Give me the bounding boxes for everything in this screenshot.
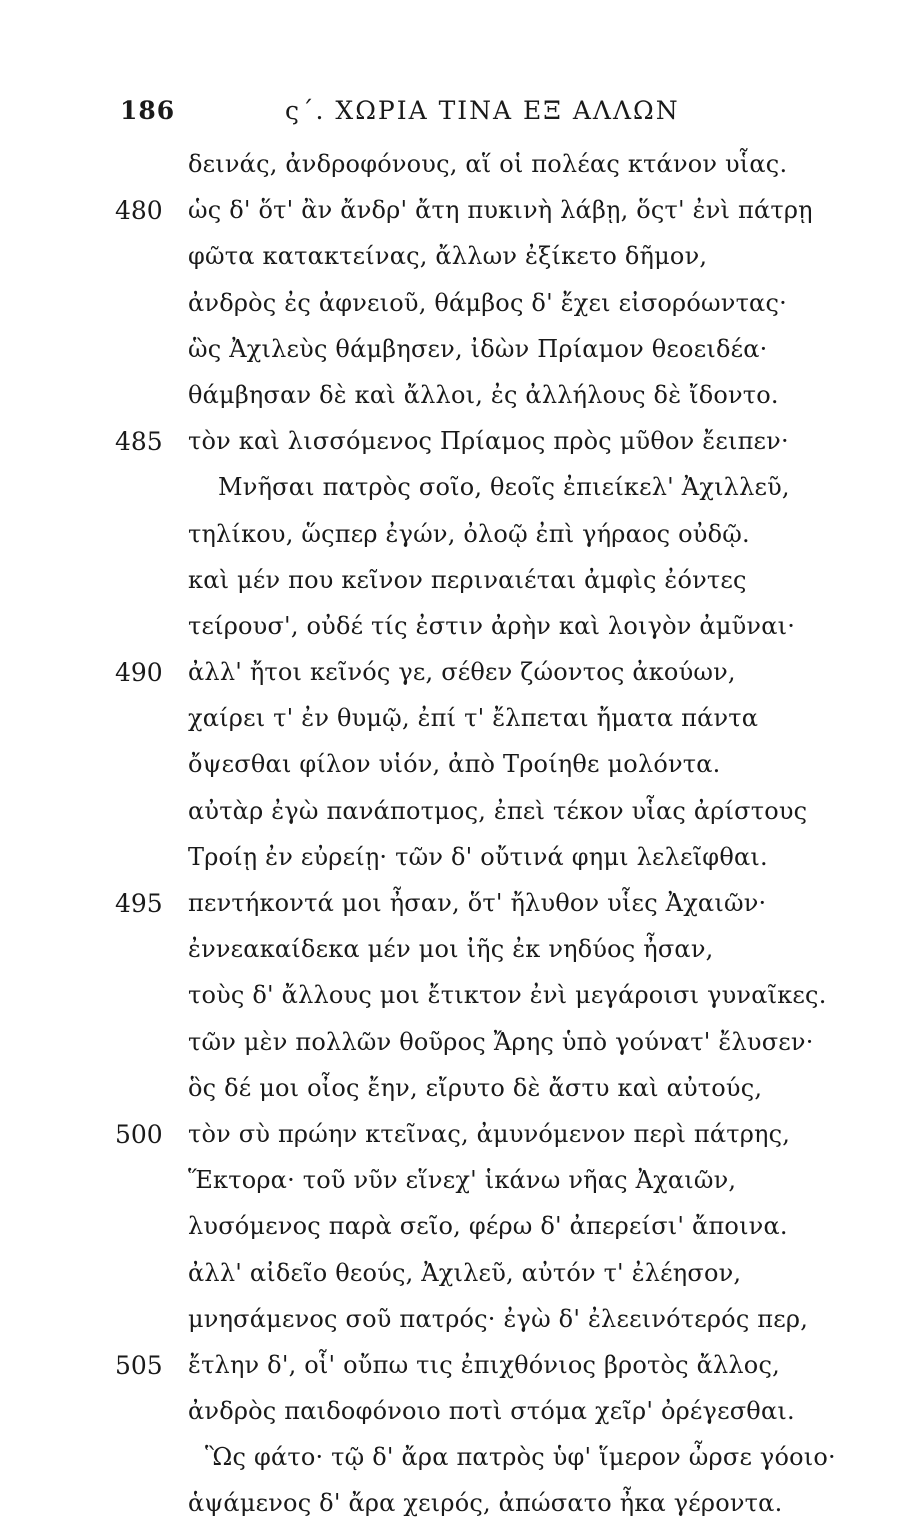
verse-text: ἔτλην δ', οἷ' οὔπω τις ἐπιχθόνιος βροτὸς ἄλλος,: [188, 1350, 780, 1379]
verse-text: Μνῆσαι πατρὸς σοῖο, θεοῖς ἐπιείκελ' Ἀχιλλεῦ,: [218, 473, 790, 502]
verse-text: τὸν σὺ πρώην κτεῖνας, ἀμυνόμενον περὶ πάτρης,: [188, 1119, 791, 1148]
verse-text: ἐννεακαίδεκα μέν μοι ἰῆς ἐκ νηδύος ἦσαν,: [188, 935, 714, 964]
line-number: 495: [115, 889, 163, 918]
verse-line: [0, 748, 917, 794]
verse-text: Τροίῃ ἐν εὐρείῃ· τῶν δ' οὔτινά φημι λελεῖφθαι.: [188, 842, 768, 871]
verse-line: [0, 287, 917, 333]
verse-line: [0, 887, 917, 933]
line-number: 485: [115, 427, 163, 457]
verse-line: [0, 333, 917, 379]
line-number: 490: [115, 658, 163, 688]
verse-text: ὡς δ' ὅτ' ἂν ἄνδρ' ἄτη πυκινὴ λάβῃ, ὅςτ' ἐνὶ πάτρῃ: [188, 196, 813, 225]
verse-line: [0, 148, 917, 194]
verse-text: ἀλλ' ἤτοι κεῖνός γε, σέθεν ζώοντος ἀκούων,: [188, 658, 736, 687]
verse-line: [0, 795, 917, 841]
verse-text: τὸν καὶ λισσόμενος Πρίαμος πρὸς μῦθον ἔειπεν·: [188, 427, 789, 456]
verse-line: [0, 1072, 917, 1118]
verse-text: καὶ μέν που κεῖνον περιναιέται ἀμφὶς ἐόντες: [188, 565, 747, 594]
verse-line: [0, 979, 917, 1025]
verse-text: τηλίκου, ὥςπερ ἐγών, ὀλοῷ ἐπὶ γήραος οὐδῷ.: [188, 519, 750, 548]
verse-text: ὃς δέ μοι οἶος ἔην, εἴρυτο δὲ ἄστυ καὶ αὐτούς,: [188, 1073, 763, 1102]
verse-line: [0, 610, 917, 656]
verse-text: τῶν μὲν πολλῶν θοῦρος Ἄρης ὑπὸ γούνατ' ἔλυσεν·: [188, 1027, 814, 1056]
verse-line: [0, 702, 917, 748]
line-number: 500: [115, 1119, 163, 1149]
verse-block: [0, 148, 917, 1534]
verse-line: [0, 240, 917, 286]
verse-line: [0, 841, 917, 887]
verse-line: [0, 933, 917, 979]
verse-line: [0, 471, 917, 517]
verse-text: ἁψάμενος δ' ἄρα χειρός, ἀπώσατο ἦκα γέροντα.: [188, 1489, 783, 1518]
verse-text: θάμβησαν δὲ καὶ ἄλλοι, ἐς ἀλλήλους δὲ ἴδοντο.: [188, 380, 779, 409]
verse-text: τοὺς δ' ἄλλους μοι ἔτικτον ἐνὶ μεγάροισι γυναῖκες.: [188, 981, 827, 1010]
verse-text: φῶτα κατακτείνας, ἄλλων ἐξίκετο δῆμον,: [188, 242, 708, 271]
verse-line: [0, 1441, 917, 1487]
line-number: 505: [115, 1350, 163, 1380]
verse-line: [0, 1164, 917, 1210]
verse-text: τείρουσ', οὐδέ τίς ἐστιν ἀρὴν καὶ λοιγὸν ἀμῦναι·: [188, 611, 796, 640]
verse-line: [0, 1303, 917, 1349]
verse-line: [0, 1487, 917, 1533]
page-number: 186: [120, 96, 176, 125]
verse-line: [0, 1349, 917, 1395]
verse-line: [0, 1118, 917, 1164]
verse-text: ὣς Ἀχιλεὺς θάμβησεν, ἰδὼν Πρίαμον θεοειδέα·: [188, 334, 768, 363]
verse-text: πεντήκοντά μοι ἦσαν, ὅτ' ἤλυθον υἷες Ἀχαιῶν·: [188, 889, 767, 917]
verse-line: [0, 194, 917, 240]
verse-line: [0, 379, 917, 425]
verse-text: Ἕκτορα· τοῦ νῦν εἵνεχ' ἱκάνω νῆας Ἀχαιῶν,: [188, 1166, 737, 1195]
page-header: [120, 96, 820, 136]
verse-text: λυσόμενος παρὰ σεῖο, φέρω δ' ἀπερείσι' ἄποινα.: [188, 1212, 788, 1241]
verse-line: [0, 425, 917, 471]
verse-text: χαίρει τ' ἐν θυμῷ, ἐπί τ' ἔλπεται ἤματα πάντα: [188, 704, 759, 733]
verse-text: ὄψεσθαι φίλον υἱόν, ἀπὸ Τροίηθε μολόντα.: [188, 750, 721, 779]
verse-line: [0, 518, 917, 564]
verse-text: δεινάς, ἀνδροφόνους, αἵ οἱ πολέας κτάνον υἷας.: [188, 150, 788, 178]
verse-line: [0, 656, 917, 702]
verse-line: [0, 1395, 917, 1441]
verse-line: [0, 564, 917, 610]
verse-text: Ὣς φάτο· τῷ δ' ἄρα πατρὸς ὑφ' ἵμερον ὦρσε γόοιο·: [205, 1443, 836, 1472]
verse-line: [0, 1210, 917, 1256]
line-number: 480: [115, 196, 163, 226]
verse-text: αὐτὰρ ἐγὼ πανάποτμος, ἐπεὶ τέκον υἷας ἀρίστους: [188, 796, 808, 825]
verse-line: [0, 1257, 917, 1303]
verse-text: ἀνδρὸς ἐς ἀφνειοῦ, θάμβος δ' ἔχει εἰσορόωντας·: [188, 288, 787, 317]
running-head: ς΄. ΧΩΡΙΑ ΤΙΝΑ ΕΞ ΑΛΛΩΝ: [285, 96, 680, 125]
verse-text: μνησάμενος σοῦ πατρός· ἐγὼ δ' ἐλεεινότερός περ,: [188, 1304, 809, 1333]
verse-text: ἀνδρὸς παιδοφόνοιο ποτὶ στόμα χεῖρ' ὀρέγεσθαι.: [188, 1397, 795, 1426]
verse-line: [0, 1026, 917, 1072]
verse-text: ἀλλ' αἰδεῖο θεούς, Ἀχιλεῦ, αὐτόν τ' ἐλέησον,: [188, 1258, 742, 1287]
